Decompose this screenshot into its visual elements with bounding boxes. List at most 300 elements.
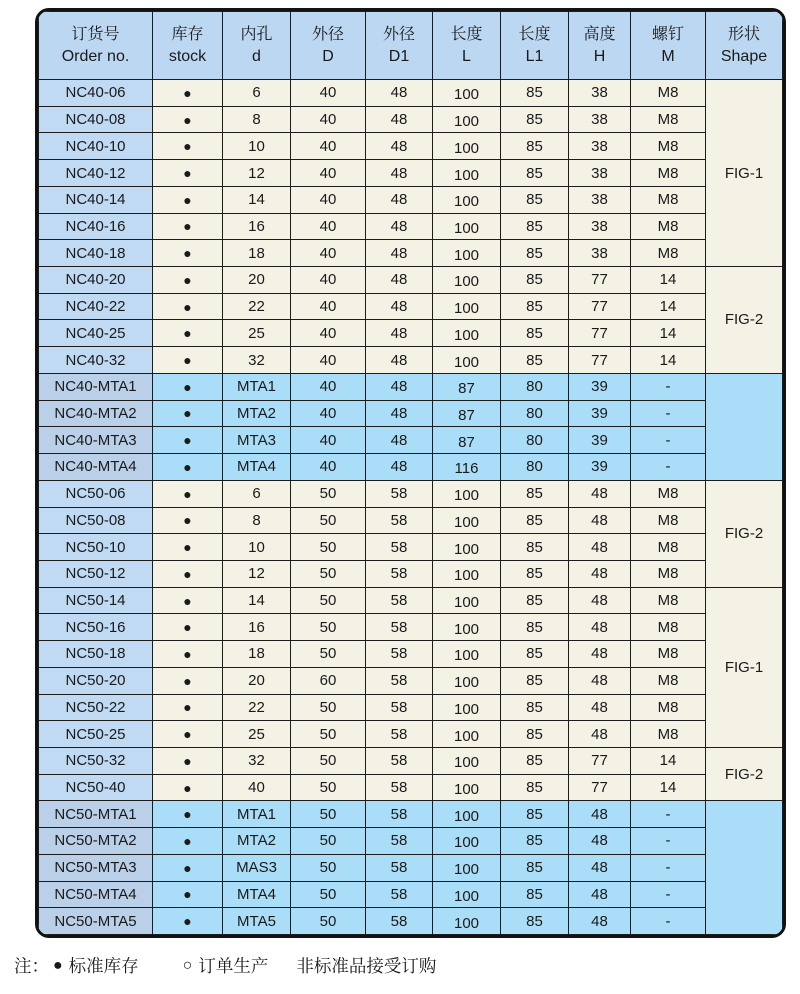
cell-L-value: 100 — [453, 887, 480, 905]
header-screw-m-zh: 螺钉 — [651, 25, 684, 43]
cell-stock: ● — [153, 560, 223, 587]
table-row — [39, 908, 783, 935]
header-outer-d-en: D — [322, 47, 334, 65]
cell-L1: 85 — [501, 106, 569, 133]
cell-shape: FIG-1 — [706, 587, 783, 747]
cell-L-value: 100 — [453, 834, 480, 852]
cell-L1: 85 — [501, 614, 569, 641]
cell-L — [433, 293, 501, 320]
cell-D1: 48 — [366, 373, 433, 400]
cell-order: NC50-MTA4 — [39, 881, 153, 908]
cell-d: 18 — [223, 240, 291, 267]
cell-stock: ● — [153, 480, 223, 507]
cell-order: NC40-32 — [39, 347, 153, 374]
cell-D: 50 — [291, 534, 366, 561]
legend-footer — [14, 953, 436, 978]
header-stock-zh: 库存 — [171, 25, 204, 43]
table-row — [39, 293, 783, 320]
cell-stock: ● — [153, 881, 223, 908]
cell-L1: 85 — [501, 186, 569, 213]
cell-L — [433, 106, 501, 133]
cell-D: 50 — [291, 747, 366, 774]
header-outer-d-zh: 外径 — [311, 25, 344, 43]
table-row — [39, 614, 783, 641]
cell-M: M8 — [631, 641, 706, 668]
header-length-l-zh: 长度 — [450, 25, 483, 43]
cell-D: 50 — [291, 614, 366, 641]
cell-H: 38 — [569, 133, 631, 160]
legend-made-to-order — [183, 953, 269, 978]
cell-D1: 48 — [366, 80, 433, 107]
cell-D: 40 — [291, 240, 366, 267]
cell-H: 39 — [569, 400, 631, 427]
cell-D1: 48 — [366, 133, 433, 160]
table-row — [39, 106, 783, 133]
cell-D: 40 — [291, 454, 366, 481]
cell-M: M8 — [631, 560, 706, 587]
cell-H: 48 — [569, 507, 631, 534]
cell-L1: 85 — [501, 694, 569, 721]
cell-stock: ● — [153, 694, 223, 721]
cell-L-value: 100 — [453, 246, 480, 264]
cell-stock: ● — [153, 160, 223, 187]
cell-D: 40 — [291, 80, 366, 107]
cell-D: 50 — [291, 881, 366, 908]
cell-L1: 85 — [501, 347, 569, 374]
cell-L-value: 100 — [453, 193, 480, 211]
table-row — [39, 828, 783, 855]
cell-order: NC50-12 — [39, 560, 153, 587]
cell-D: 40 — [291, 400, 366, 427]
cell-d: 20 — [223, 267, 291, 294]
cell-order: NC50-MTA3 — [39, 854, 153, 881]
cell-shape: FIG-2 — [706, 480, 783, 587]
cell-D1: 58 — [366, 534, 433, 561]
cell-H: 48 — [569, 854, 631, 881]
cell-d: MTA5 — [223, 908, 291, 935]
cell-L1: 85 — [501, 240, 569, 267]
cell-L1: 85 — [501, 480, 569, 507]
cell-D1: 48 — [366, 320, 433, 347]
cell-L1: 85 — [501, 320, 569, 347]
header-shape-zh: 形状 — [727, 25, 760, 43]
cell-order: NC50-22 — [39, 694, 153, 721]
cell-M: M8 — [631, 106, 706, 133]
header-bore-d-zh: 内孔 — [240, 25, 273, 43]
cell-L — [433, 240, 501, 267]
cell-d: 12 — [223, 560, 291, 587]
cell-order: NC40-MTA4 — [39, 454, 153, 481]
cell-L-value: 116 — [454, 460, 479, 478]
cell-L1: 85 — [501, 213, 569, 240]
cell-D: 40 — [291, 293, 366, 320]
cell-L — [433, 828, 501, 855]
cell-D1: 48 — [366, 213, 433, 240]
cell-L-value: 100 — [453, 300, 480, 318]
cell-L1: 85 — [501, 774, 569, 801]
cell-D: 50 — [291, 641, 366, 668]
cell-L — [433, 667, 501, 694]
cell-stock: ● — [153, 400, 223, 427]
cell-D: 40 — [291, 347, 366, 374]
note-label: 注： — [14, 956, 49, 976]
cell-d: MTA2 — [223, 828, 291, 855]
cell-D1: 48 — [366, 106, 433, 133]
cell-H: 48 — [569, 614, 631, 641]
cell-d: 32 — [223, 747, 291, 774]
cell-M: 14 — [631, 293, 706, 320]
cell-M: - — [631, 801, 706, 828]
cell-L1: 85 — [501, 854, 569, 881]
cell-L1: 85 — [501, 828, 569, 855]
cell-stock: ● — [153, 801, 223, 828]
cell-M: M8 — [631, 80, 706, 107]
table-row — [39, 534, 783, 561]
cell-D1: 58 — [366, 774, 433, 801]
cell-M: 14 — [631, 747, 706, 774]
cell-d: MAS3 — [223, 854, 291, 881]
cell-L1: 85 — [501, 160, 569, 187]
header-height-h-zh: 高度 — [583, 25, 616, 43]
header-order-no-zh: 订货号 — [71, 25, 120, 43]
cell-order: NC40-12 — [39, 160, 153, 187]
legend-non-standard — [296, 953, 436, 978]
cell-d: 16 — [223, 213, 291, 240]
cell-L — [433, 721, 501, 748]
cell-order: NC50-MTA1 — [39, 801, 153, 828]
header-bore-d-en: d — [252, 47, 261, 65]
cell-M: - — [631, 854, 706, 881]
cell-L — [433, 694, 501, 721]
table-row — [39, 587, 783, 614]
cell-stock: ● — [153, 454, 223, 481]
header-outer-d1-zh: 外径 — [382, 25, 415, 43]
cell-D1: 58 — [366, 881, 433, 908]
cell-D1: 48 — [366, 347, 433, 374]
cell-D1: 58 — [366, 694, 433, 721]
cell-M: 14 — [631, 347, 706, 374]
cell-L — [433, 454, 501, 481]
cell-stock: ● — [153, 373, 223, 400]
cell-stock: ● — [153, 133, 223, 160]
table-row — [39, 480, 783, 507]
cell-L — [433, 854, 501, 881]
cell-H: 48 — [569, 908, 631, 935]
legend-standard-stock — [53, 953, 139, 978]
cell-L-value: 100 — [453, 86, 480, 104]
cell-D1: 48 — [366, 267, 433, 294]
cell-stock: ● — [153, 320, 223, 347]
table-row — [39, 373, 783, 400]
table-row — [39, 320, 783, 347]
cell-D: 50 — [291, 854, 366, 881]
cell-L1: 85 — [501, 293, 569, 320]
cell-M: M8 — [631, 587, 706, 614]
cell-H: 38 — [569, 160, 631, 187]
header-row — [39, 12, 783, 80]
cell-L — [433, 774, 501, 801]
header-length-l1-zh: 长度 — [518, 25, 551, 43]
header-outer-d — [291, 12, 366, 80]
cell-H: 77 — [569, 267, 631, 294]
cell-M: - — [631, 427, 706, 454]
cell-shape: FIG-2 — [706, 747, 783, 800]
cell-order: NC50-32 — [39, 747, 153, 774]
cell-L1: 85 — [501, 133, 569, 160]
cell-D1: 48 — [366, 427, 433, 454]
cell-stock: ● — [153, 614, 223, 641]
cell-L-value: 100 — [453, 540, 480, 558]
cell-L — [433, 747, 501, 774]
table-row — [39, 240, 783, 267]
cell-D: 40 — [291, 320, 366, 347]
cell-H: 77 — [569, 747, 631, 774]
cell-L1: 85 — [501, 560, 569, 587]
cell-M: - — [631, 881, 706, 908]
cell-H: 39 — [569, 373, 631, 400]
cell-D: 50 — [291, 721, 366, 748]
cell-L — [433, 80, 501, 107]
cell-d: 18 — [223, 641, 291, 668]
cell-H: 48 — [569, 560, 631, 587]
cell-H: 48 — [569, 534, 631, 561]
cell-d: 10 — [223, 534, 291, 561]
cell-H: 38 — [569, 106, 631, 133]
cell-d: 16 — [223, 614, 291, 641]
cell-order: NC50-25 — [39, 721, 153, 748]
cell-L-value: 100 — [453, 219, 480, 237]
cell-M: 14 — [631, 320, 706, 347]
cell-d: 32 — [223, 347, 291, 374]
cell-M: M8 — [631, 160, 706, 187]
table-row — [39, 881, 783, 908]
header-bore-d — [223, 12, 291, 80]
cell-M: - — [631, 373, 706, 400]
cell-L1: 85 — [501, 80, 569, 107]
cell-shape — [706, 801, 783, 935]
cell-M: M8 — [631, 694, 706, 721]
cell-order: NC40-20 — [39, 267, 153, 294]
header-screw-m-en: M — [661, 47, 675, 65]
table-row — [39, 213, 783, 240]
cell-M: M8 — [631, 186, 706, 213]
cell-L — [433, 186, 501, 213]
cell-M: M8 — [631, 507, 706, 534]
header-outer-d1-en: D1 — [388, 47, 410, 65]
cell-L1: 85 — [501, 587, 569, 614]
cell-D1: 58 — [366, 480, 433, 507]
filled-circle-icon: ● — [53, 956, 63, 974]
cell-D: 50 — [291, 480, 366, 507]
cell-M: M8 — [631, 721, 706, 748]
cell-stock: ● — [153, 667, 223, 694]
cell-D: 60 — [291, 667, 366, 694]
cell-M: M8 — [631, 614, 706, 641]
spec-table-container — [35, 8, 786, 938]
cell-shape — [706, 373, 783, 480]
cell-L1: 80 — [501, 427, 569, 454]
cell-L1: 80 — [501, 454, 569, 481]
cell-d: 6 — [223, 80, 291, 107]
header-length-l — [433, 12, 501, 80]
legend-made-to-order-label: 订单生产 — [198, 956, 269, 976]
cell-L-value: 100 — [453, 166, 480, 184]
cell-d: 25 — [223, 721, 291, 748]
table-row — [39, 560, 783, 587]
cell-order: NC40-18 — [39, 240, 153, 267]
cell-D1: 58 — [366, 587, 433, 614]
cell-D: 50 — [291, 587, 366, 614]
cell-D1: 58 — [366, 854, 433, 881]
cell-stock: ● — [153, 828, 223, 855]
cell-M: M8 — [631, 240, 706, 267]
cell-L — [433, 587, 501, 614]
legend-standard-stock-label: 标准库存 — [68, 956, 139, 976]
cell-d: 22 — [223, 293, 291, 320]
cell-L — [433, 133, 501, 160]
cell-L — [433, 560, 501, 587]
header-height-h — [569, 12, 631, 80]
header-length-l1-en: L1 — [525, 47, 544, 65]
cell-D1: 48 — [366, 293, 433, 320]
cell-d: MTA4 — [223, 454, 291, 481]
cell-d: 20 — [223, 667, 291, 694]
cell-L — [433, 614, 501, 641]
cell-L-value: 87 — [458, 406, 475, 424]
cell-order: NC50-06 — [39, 480, 153, 507]
cell-H: 48 — [569, 480, 631, 507]
cell-shape: FIG-1 — [706, 80, 783, 267]
cell-stock: ● — [153, 774, 223, 801]
cell-D1: 58 — [366, 721, 433, 748]
cell-H: 39 — [569, 427, 631, 454]
cell-d: 8 — [223, 106, 291, 133]
cell-D1: 58 — [366, 641, 433, 668]
cell-d: 8 — [223, 507, 291, 534]
cell-stock: ● — [153, 854, 223, 881]
header-stock — [153, 12, 223, 80]
cell-order: NC50-10 — [39, 534, 153, 561]
cell-H: 48 — [569, 667, 631, 694]
cell-L — [433, 908, 501, 935]
cell-L1: 85 — [501, 641, 569, 668]
cell-H: 48 — [569, 881, 631, 908]
cell-H: 77 — [569, 774, 631, 801]
cell-D: 40 — [291, 160, 366, 187]
cell-L-value: 100 — [453, 700, 480, 718]
header-screw-m — [631, 12, 706, 80]
table-row — [39, 694, 783, 721]
cell-M: 14 — [631, 774, 706, 801]
cell-d: 40 — [223, 774, 291, 801]
cell-order: NC40-MTA3 — [39, 427, 153, 454]
cell-D1: 58 — [366, 908, 433, 935]
cell-H: 38 — [569, 80, 631, 107]
cell-order: NC50-MTA2 — [39, 828, 153, 855]
table-row — [39, 186, 783, 213]
cell-L — [433, 480, 501, 507]
table-body — [39, 80, 783, 935]
cell-stock: ● — [153, 641, 223, 668]
table-row — [39, 507, 783, 534]
cell-d: MTA2 — [223, 400, 291, 427]
cell-stock: ● — [153, 427, 223, 454]
cell-shape: FIG-2 — [706, 267, 783, 374]
cell-D1: 58 — [366, 614, 433, 641]
cell-M: - — [631, 454, 706, 481]
table-row — [39, 80, 783, 107]
cell-L1: 85 — [501, 747, 569, 774]
table-row — [39, 400, 783, 427]
cell-stock: ● — [153, 186, 223, 213]
cell-stock: ● — [153, 507, 223, 534]
cell-order: NC50-08 — [39, 507, 153, 534]
cell-L-value: 100 — [453, 139, 480, 157]
table-row — [39, 454, 783, 481]
cell-L1: 85 — [501, 267, 569, 294]
cell-order: NC40-25 — [39, 320, 153, 347]
cell-L — [433, 881, 501, 908]
table-row — [39, 747, 783, 774]
cell-D1: 48 — [366, 454, 433, 481]
cell-H: 77 — [569, 320, 631, 347]
header-length-l-en: L — [462, 47, 471, 65]
header-outer-d1 — [366, 12, 433, 80]
cell-D1: 58 — [366, 507, 433, 534]
table-row — [39, 801, 783, 828]
cell-L-value: 100 — [453, 273, 480, 291]
table-row — [39, 347, 783, 374]
cell-L-value: 87 — [458, 380, 475, 398]
cell-L-value: 100 — [453, 326, 480, 344]
header-stock-en: stock — [168, 47, 207, 65]
cell-d: MTA3 — [223, 427, 291, 454]
cell-M: M8 — [631, 480, 706, 507]
cell-L-value: 100 — [453, 647, 480, 665]
cell-L — [433, 320, 501, 347]
cell-L1: 80 — [501, 373, 569, 400]
cell-L-value: 100 — [453, 754, 480, 772]
cell-D1: 58 — [366, 560, 433, 587]
header-order-no — [39, 12, 153, 80]
cell-L — [433, 801, 501, 828]
cell-L-value: 100 — [453, 113, 480, 131]
cell-D: 40 — [291, 427, 366, 454]
cell-H: 39 — [569, 454, 631, 481]
cell-order: NC50-20 — [39, 667, 153, 694]
cell-order: NC40-10 — [39, 133, 153, 160]
cell-L-value: 100 — [453, 727, 480, 745]
cell-L — [433, 400, 501, 427]
cell-L-value: 100 — [453, 807, 480, 825]
cell-stock: ● — [153, 747, 223, 774]
cell-stock: ● — [153, 721, 223, 748]
cell-D1: 58 — [366, 801, 433, 828]
cell-L — [433, 213, 501, 240]
header-height-h-en: H — [593, 47, 606, 65]
table-row — [39, 160, 783, 187]
cell-H: 48 — [569, 694, 631, 721]
cell-order: NC50-MTA5 — [39, 908, 153, 935]
cell-L1: 85 — [501, 721, 569, 748]
cell-L-value: 100 — [453, 674, 480, 692]
cell-d: 14 — [223, 186, 291, 213]
cell-d: MTA1 — [223, 801, 291, 828]
cell-L-value: 100 — [453, 594, 480, 612]
table-header — [39, 12, 783, 80]
table-row — [39, 854, 783, 881]
cell-D1: 58 — [366, 747, 433, 774]
